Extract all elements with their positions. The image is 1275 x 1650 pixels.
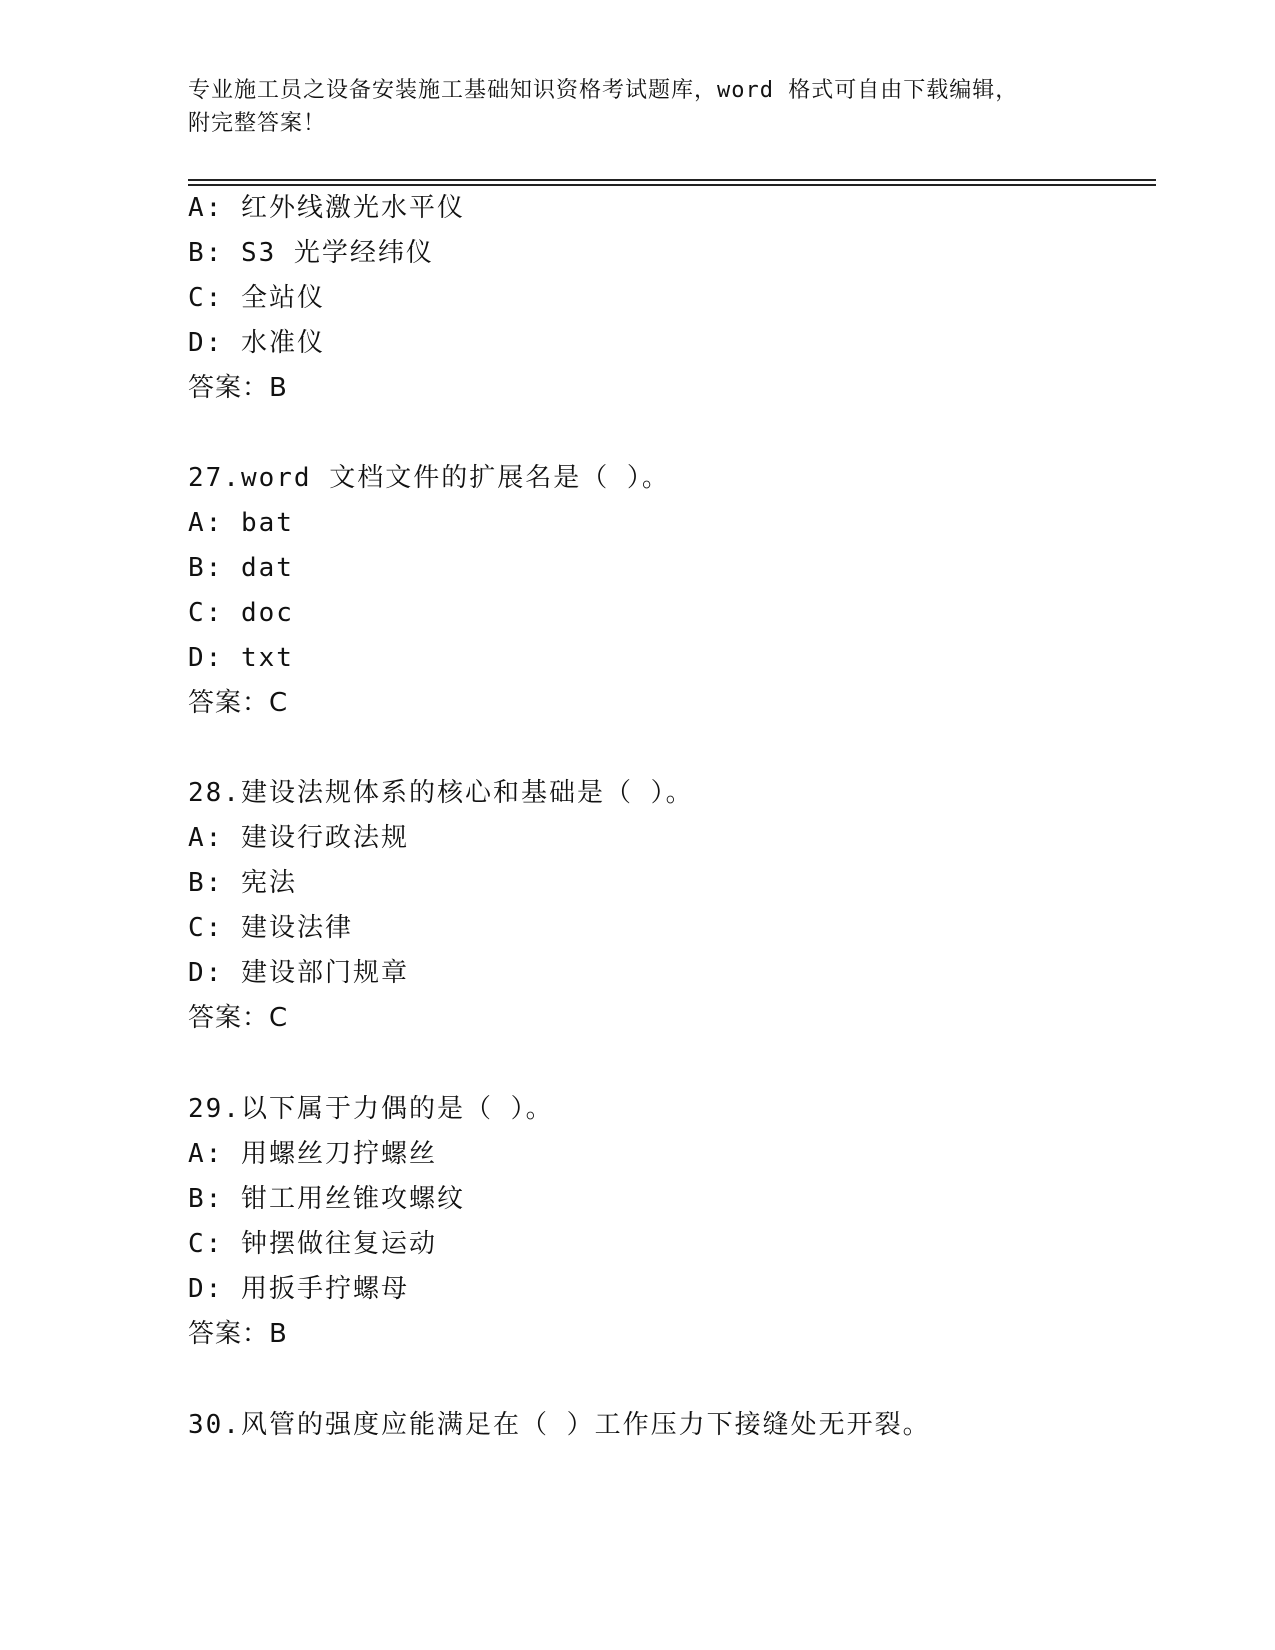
document-header [188,74,1068,140]
q27-option-d: D: txt [188,643,294,673]
q26-option-c: C: 全站仪 [188,283,325,313]
q28-option-c: C: 建设法律 [188,913,353,943]
header-line-2: 附完整答案！ [188,111,327,136]
q26-option-a: A: 红外线激光水平仪 [188,193,465,223]
q26-option-b: B: S3 光学经纬仪 [188,238,434,268]
q30-stem: 30.风管的强度应能满足在（ ）工作压力下接缝处无开裂。 [188,1410,931,1440]
header-divider-top [188,179,1156,181]
q26-option-d: D: 水准仪 [188,328,325,358]
q28-option-a: A: 建设行政法规 [188,823,409,853]
header-divider-bottom [188,184,1156,186]
q29-option-c: C: 钟摆做往复运动 [188,1229,437,1259]
q28-stem: 28.建设法规体系的核心和基础是（ ）。 [188,778,694,808]
q29-stem: 29.以下属于力偶的是（ ）。 [188,1094,554,1124]
q27-stem: 27.word 文档文件的扩展名是（ ）。 [188,463,670,493]
header-line-1: 专业施工员之设备安装施工基础知识资格考试题库，word 格式可自由下载编辑， [188,78,1019,103]
q27-answer: 答案：C [188,688,289,718]
q29-option-b: B: 钳工用丝锥攻螺纹 [188,1184,465,1214]
q27-option-c: C: doc [188,598,294,628]
q27-option-a: A: bat [188,508,294,538]
q29-answer: 答案：B [188,1319,288,1349]
q28-option-d: D: 建设部门规章 [188,958,409,988]
q28-answer: 答案：C [188,1003,289,1033]
q29-option-d: D: 用扳手拧螺母 [188,1274,409,1304]
q29-option-a: A: 用螺丝刀拧螺丝 [188,1139,437,1169]
q27-option-b: B: dat [188,553,294,583]
q28-option-b: B: 宪法 [188,868,297,898]
q26-answer: 答案：B [188,373,288,403]
